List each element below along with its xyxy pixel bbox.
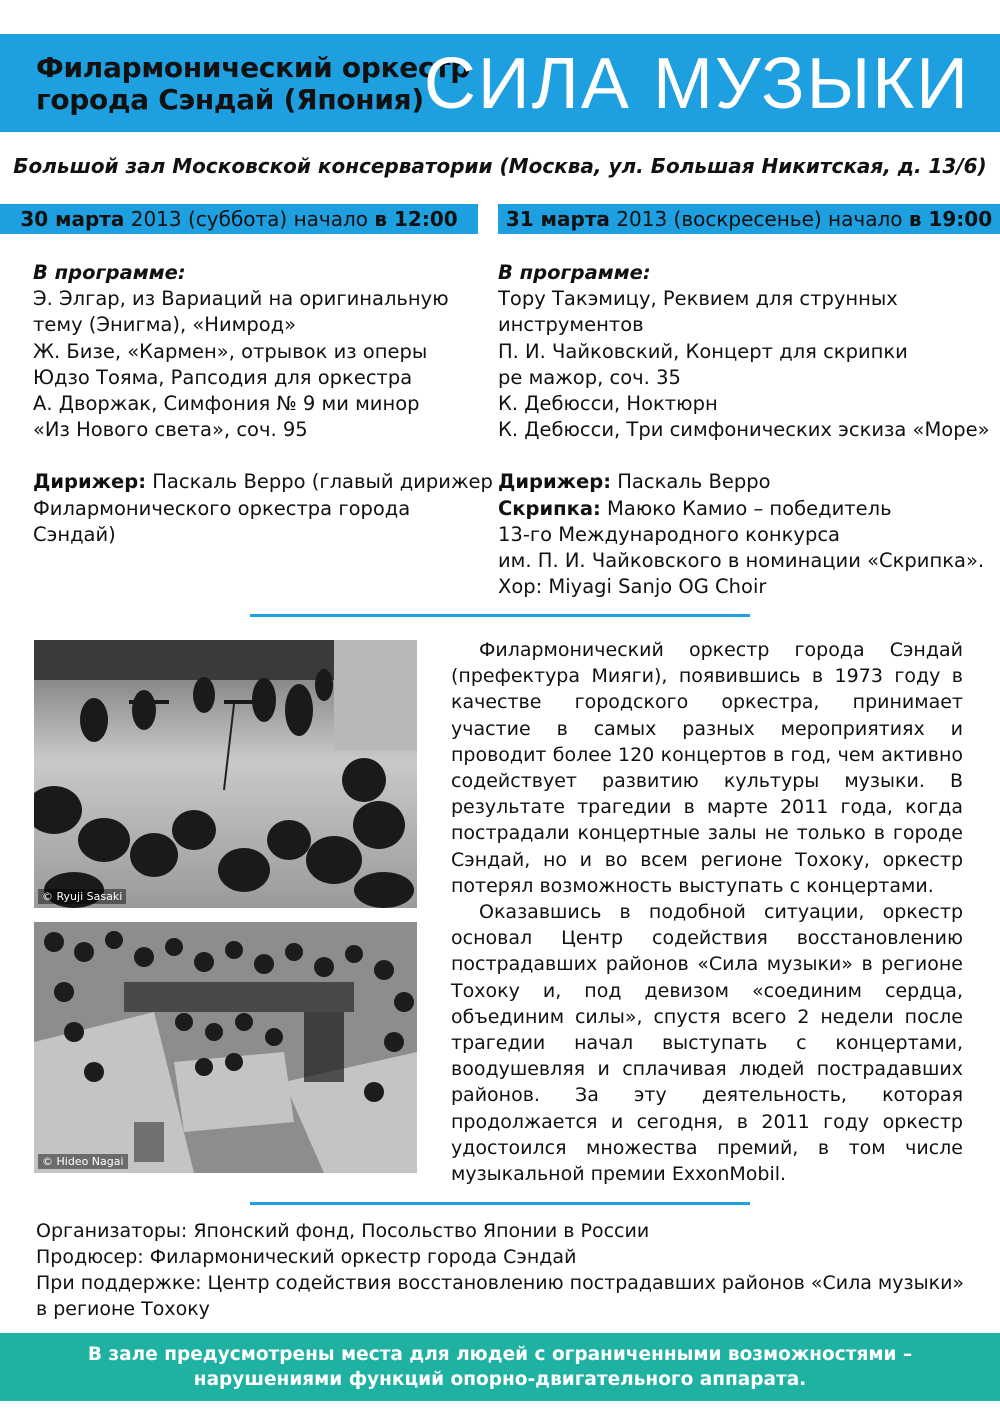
program-item: П. И. Чайковский, Концерт для скрипки (498, 339, 908, 363)
program-item: тему (Энигма), «Нимрод» (33, 313, 297, 337)
concert-1-time: в 12:00 (374, 207, 458, 231)
concert-1-details (33, 260, 493, 548)
conductor-label: Дирижер: (498, 470, 612, 494)
supporter: При поддержке: Центр содействия восстановлению пострадавших районов «Сила музыки» в регионе Тохоку (36, 1272, 965, 1320)
venue: Большой зал Московской консерватории (Москва, ул. Большая Никитская, д. 13/6) (13, 154, 987, 178)
program-item: А. Дворжак, Симфония № 9 ми минор (33, 392, 420, 416)
program-item: инструментов (498, 313, 644, 337)
program-item: Тору Такэмицу, Реквием для струнных (498, 287, 898, 311)
violin-line (498, 496, 978, 522)
concert-2-date-bar (498, 204, 1000, 234)
program-item: «Из Нового света», соч. 95 (33, 418, 308, 442)
program-item: Э. Элгар, из Вариаций на оригинальную (33, 287, 449, 311)
accessibility-line-1: В зале предусмотрены места для людей с ограниченными возможностями – (87, 1344, 913, 1365)
choir-line: Хор: Miyagi Sanjo OG Choir (498, 575, 767, 599)
violin-label: Скрипка: (498, 496, 601, 520)
violinist-name: Маюко Камио – победитель (600, 496, 892, 520)
concert-title: СИЛА МУЗЫКИ (423, 44, 970, 124)
concert-2-date: 31 марта (505, 207, 610, 231)
concert-2-time: в 19:00 (908, 207, 993, 231)
event-credits (36, 1218, 966, 1322)
conductor-detail: Сэндай) (33, 522, 116, 546)
conductor-name: Паскаль Верро (главый дирижер (146, 470, 493, 494)
violinist-detail: им. П. И. Чайковского в номинации «Скрипка». (498, 549, 985, 573)
title-banner (0, 34, 1000, 132)
concert-2-details (498, 260, 990, 600)
organizers: Организаторы: Японский фонд, Посольство Японии в России (36, 1220, 650, 1242)
photo-credit: © Ryuji Sasaki (38, 889, 126, 904)
program-heading: В программе: (498, 261, 651, 284)
article-paragraph: Оказавшись в подобной ситуации, оркестр основал Центр содействия восстановлению пострадавших районов «Сила музыки» в регионе Тохоку и, под девизом «соединим сердца, объединим силы», спустя всего 2 недели после трагедии начал выступать с концертами, воодушевляя и сплачивая людей пострадавших районов. За эту деятельность, которая продолжается и сегодня, в 2011 году оркестр удостоился множества премий, в том числе музыкальной премии ExxonMobil. (451, 901, 963, 1186)
accessibility-line-2: нарушениями функций опорно-двигательного аппарата. (193, 1369, 807, 1390)
photo-credit: © Hideo Nagai (38, 1154, 128, 1169)
conductor-detail: Филармонического оркестра города (33, 496, 411, 520)
concert-2-year-day: 2013 (воскресенье) начало (609, 207, 909, 231)
orchestra-name-line-2: города Сэндай (Япония) (36, 83, 424, 116)
concert-1-date: 30 марта (20, 207, 125, 231)
concert-1-date-bar (0, 204, 478, 234)
conductor-line (33, 469, 493, 495)
performance-photo (34, 922, 417, 1173)
program-item: К. Дебюсси, Три симфонических эскиза «Море» (498, 418, 990, 442)
violinist-detail: 13-го Международного конкурса (498, 522, 841, 546)
orchestra-description (451, 637, 963, 1187)
program-item: К. Дебюсси, Ноктюрн (498, 392, 718, 416)
orchestra-name (36, 52, 470, 116)
orchestra-name-line-1: Филармонический оркестр (36, 51, 470, 84)
conductor-name: Паскаль Верро (611, 470, 771, 494)
section-divider (250, 1202, 750, 1205)
program-item: Юдзо Тояма, Рапсодия для оркестра (33, 365, 413, 389)
producer: Продюсер: Филармонический оркестр города Сэндай (36, 1246, 577, 1268)
program-item: ре мажор, соч. 35 (498, 365, 681, 389)
concert-1-year-day: 2013 (суббота) начало (124, 207, 375, 231)
article-paragraph: Филармонический оркестр города Сэндай (префектура Мияги), появившись в 1973 году в качестве городского оркестра, принимает участие в самых разных мероприятиях и проводит более 120 концертов в год, чем активно содействует развитию культуры музыки. В результате трагедии в марте 2011 года, когда пострадали концертные залы не только в городе Сэндай, но и во всем регионе Тохоку, оркестр потерял возможность выступать с концертами. (451, 639, 963, 897)
program-item: Ж. Бизе, «Кармен», отрывок из оперы (33, 339, 428, 363)
conductor-line (498, 469, 978, 495)
rehearsal-photo (34, 640, 417, 908)
conductor-label: Дирижер: (33, 470, 147, 494)
accessibility-notice (0, 1333, 1000, 1401)
section-divider (250, 614, 750, 617)
program-heading: В программе: (33, 261, 186, 284)
